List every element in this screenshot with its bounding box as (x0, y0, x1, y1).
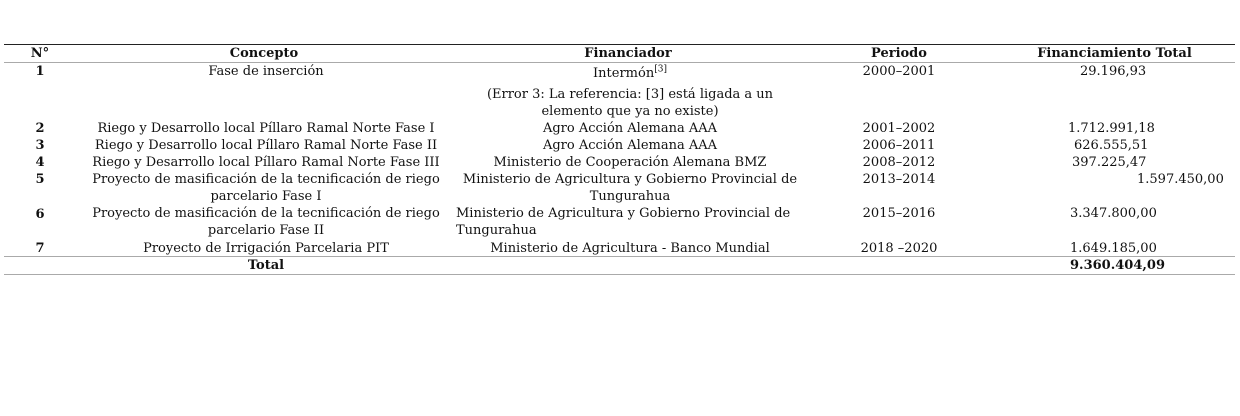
row-1-error-note-1: (Error 3: La referencia: [3] está ligada a un (486, 87, 774, 102)
row-6-financiador-line-1: Ministerio de Agricultura y Gobierno Provincial de (456, 206, 791, 221)
row-6-financiador-line-2: Tungurahua (456, 223, 537, 238)
row-4-financiador: Ministerio de Cooperación Alemana BMZ (493, 155, 767, 170)
row-6-periodo: 2015–2016 (862, 206, 936, 221)
row-1-financiador (452, 65, 808, 82)
header-financiador: Financiador (584, 46, 672, 61)
row-2-total: 1.712.991,18 (1068, 121, 1155, 136)
row-5-total: 1.597.450,00 (1137, 172, 1224, 187)
total-label: Total (247, 258, 285, 273)
row-5-financiador-line-1: Ministerio de Agricultura y Gobierno Provincial de (462, 172, 798, 187)
row-5-concepto-line-1: Proyecto de masificación de la tecnificación de riego (92, 172, 440, 187)
row-6-total: 3.347.800,00 (1070, 206, 1157, 221)
bottom-rule (4, 274, 1235, 275)
row-3-n: 3 (35, 138, 45, 153)
row-7-total: 1.649.185,00 (1070, 241, 1157, 256)
header-total: Financiamiento Total (1037, 46, 1192, 61)
header-n: N° (30, 46, 50, 61)
row-2-concepto: Riego y Desarrollo local Píllaro Ramal Norte Fase I (97, 121, 435, 136)
row-2-financiador: Agro Acción Alemana AAA (542, 121, 718, 136)
header-concepto: Concepto (229, 46, 299, 61)
row-5-n: 5 (35, 172, 45, 187)
row-7-financiador: Ministerio de Agricultura - Banco Mundial (490, 241, 770, 256)
row-2-n: 2 (35, 121, 45, 136)
row-7-n: 7 (35, 241, 45, 256)
row-4-total: 397.225,47 (1072, 155, 1147, 170)
row-4-concepto: Riego y Desarrollo local Píllaro Ramal Norte Fase III (92, 155, 440, 170)
row-2-periodo: 2001–2002 (862, 121, 936, 136)
row-7-concepto: Proyecto de Irrigación Parcelaria PIT (143, 241, 389, 256)
row-4-n: 4 (35, 155, 45, 170)
row-3-financiador: Agro Acción Alemana AAA (542, 138, 718, 153)
row-5-financiador-line-2: Tungurahua (589, 189, 671, 204)
row-3-periodo: 2006–2011 (862, 138, 936, 153)
row-6-concepto-line-1: Proyecto de masificación de la tecnificación de riego (92, 206, 440, 221)
row-1-error-note-2: elemento que ya no existe) (541, 104, 719, 119)
row-6-concepto-line-2: parcelario Fase II (207, 223, 325, 238)
total-value: 9.360.404,09 (1070, 258, 1165, 273)
row-1-total: 29.196,93 (1080, 64, 1147, 79)
header-periodo: Periodo (871, 46, 927, 61)
row-3-concepto: Riego y Desarrollo local Píllaro Ramal Norte Fase II (94, 138, 438, 153)
row-1-financiador-text: Intermón (593, 66, 655, 81)
row-1-periodo: 2000–2001 (862, 64, 936, 79)
row-7-periodo: 2018 –2020 (860, 241, 938, 256)
row-5-periodo: 2013–2014 (862, 172, 936, 187)
row-3-total: 626.555,51 (1074, 138, 1149, 153)
row-5-concepto-line-2: parcelario Fase I (210, 189, 322, 204)
row-6-n: 6 (35, 207, 45, 222)
row-4-periodo: 2008–2012 (862, 155, 936, 170)
row-1-footnote-ref[interactable]: [3] (654, 64, 667, 75)
row-1-concepto: Fase de inserción (208, 64, 324, 79)
row-1-n: 1 (35, 64, 45, 79)
